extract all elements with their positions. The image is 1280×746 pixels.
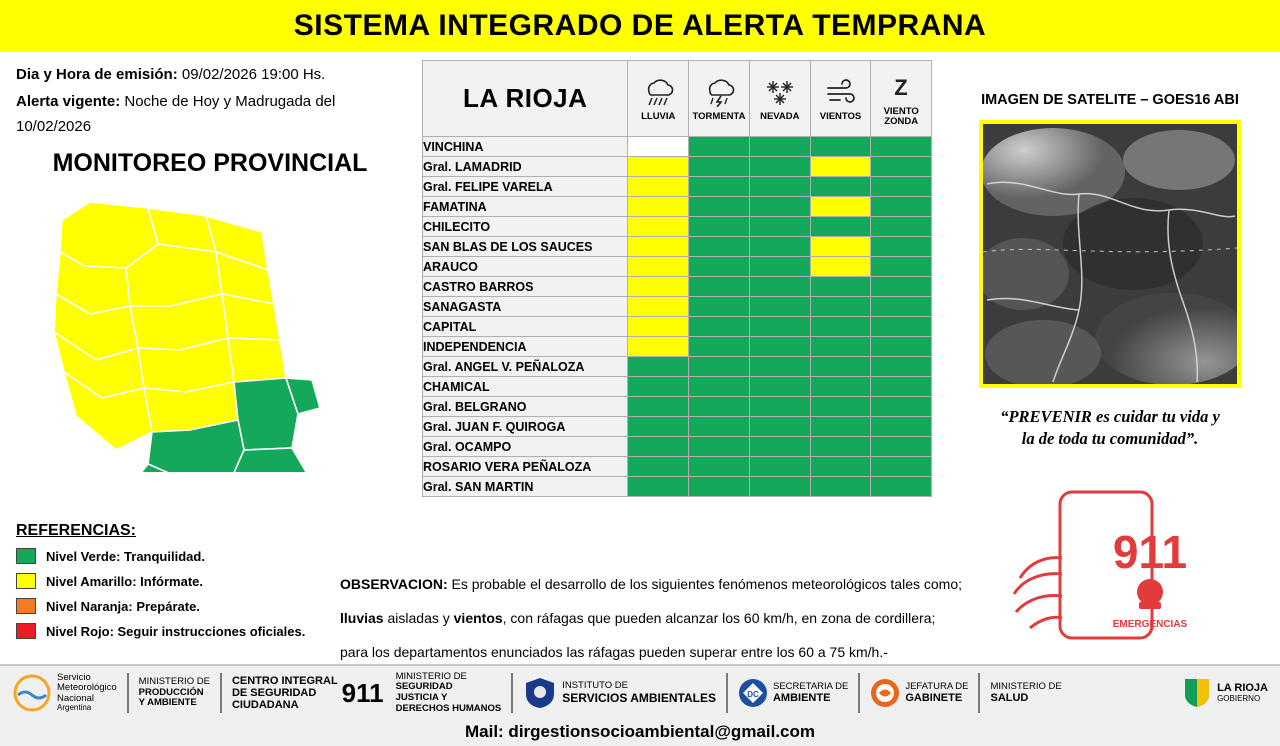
alert-cell (689, 357, 750, 377)
table-row (423, 457, 932, 477)
divider (978, 673, 980, 713)
alert-cell (689, 437, 750, 457)
logo-line: GOBIERNO (1217, 693, 1261, 703)
monitoring-title: MONITOREO PROVINCIAL (52, 149, 368, 177)
orange-level-swatch (16, 598, 36, 614)
alert-cell (749, 197, 810, 217)
alert-cell (689, 137, 750, 157)
department-name: ROSARIO VERA PEÑALOZA (423, 457, 628, 477)
alert-cell (871, 297, 932, 317)
red-level-swatch (16, 623, 36, 639)
alert-cell (689, 177, 750, 197)
la-rioja-text (1217, 682, 1268, 703)
alert-cell (689, 337, 750, 357)
alert-cell (749, 477, 810, 497)
table-row (423, 437, 932, 457)
phenomenon-rain (628, 61, 689, 137)
alert-cell (628, 397, 689, 417)
divider (858, 673, 860, 713)
emission-row (16, 66, 420, 83)
table-row (423, 477, 932, 497)
table-row (423, 337, 932, 357)
table-row (423, 377, 932, 397)
phenomenon-label: VIENTOS (819, 111, 862, 123)
alert-cell (628, 177, 689, 197)
secretaria-ambiente-text (773, 682, 848, 705)
department-name: INDEPENDENCIA (423, 337, 628, 357)
table-row (423, 197, 932, 217)
department-name: SANAGASTA (423, 297, 628, 317)
footer-logos (0, 666, 1280, 718)
alert-cell (689, 157, 750, 177)
alert-cell (749, 337, 810, 357)
reference-item (16, 623, 346, 639)
alert-cell (689, 197, 750, 217)
jefatura-icon (870, 678, 900, 708)
alert-cell (810, 357, 871, 377)
department-name: CAPITAL (423, 317, 628, 337)
logo-line: DE SEGURIDAD (231, 686, 317, 699)
alert-cell (871, 357, 932, 377)
logo-instituto-servicios-ambientales (517, 669, 722, 717)
reference-item (16, 573, 346, 589)
logo-line: Servicio (57, 671, 91, 683)
alert-cell (810, 297, 871, 317)
divider (127, 673, 129, 713)
phenomenon-label: TORMENTA (692, 111, 746, 123)
alert-cell (749, 137, 810, 157)
alert-cell (810, 397, 871, 417)
alert-cell (749, 257, 810, 277)
department-name: FAMATINA (423, 197, 628, 217)
department-name: Gral. FELIPE VARELA (423, 177, 628, 197)
logo-la-rioja-gobierno (1176, 669, 1274, 717)
svg-text:DC: DC (747, 690, 759, 699)
reference-label: Nivel Amarillo: Infórmate. (46, 573, 203, 589)
alert-cell (628, 457, 689, 477)
alert-cell (871, 137, 932, 157)
logo-line: SEGURIDAD (395, 681, 453, 693)
department-name: ARAUCO (423, 257, 628, 277)
alert-cell (749, 277, 810, 297)
department-name: Gral. ANGEL V. PEÑALOZA (423, 357, 628, 377)
table-row (423, 137, 932, 157)
logo-ministerio-seguridad (390, 669, 508, 717)
alert-cell (871, 237, 932, 257)
alert-cell (689, 257, 750, 277)
alert-cell (628, 237, 689, 257)
alert-cell (810, 157, 871, 177)
alert-cell (689, 277, 750, 297)
alert-cell (810, 177, 871, 197)
alert-cell (628, 157, 689, 177)
observation-text-2a: aisladas y (383, 609, 454, 626)
satellite-image (979, 120, 1241, 388)
table-row (423, 277, 932, 297)
alert-cell (628, 317, 689, 337)
logo-line: CENTRO INTEGRAL (231, 674, 338, 687)
alert-cell (749, 397, 810, 417)
smn-logo-icon (12, 673, 52, 713)
divider (511, 673, 513, 713)
satellite-title: IMAGEN DE SATELITE – GOES16 ABI (981, 92, 1239, 108)
yellow-level-swatch (16, 573, 36, 589)
right-column (940, 52, 1280, 664)
table-row (423, 257, 932, 277)
phenomenon-wind (810, 61, 871, 137)
alert-cell (871, 477, 932, 497)
logo-line: GABINETE (905, 692, 963, 705)
alert-cell (810, 257, 871, 277)
reference-label: Nivel Naranja: Prepárate. (46, 598, 200, 614)
alert-cell (749, 297, 810, 317)
alert-cell (749, 437, 810, 457)
department-name: Gral. LAMADRID (423, 157, 628, 177)
alert-value: Noche de Hoy y Madrugada del (124, 93, 336, 110)
alert-label: Alerta vigente: (16, 93, 121, 110)
alert-cell (871, 217, 932, 237)
alert-cell (689, 237, 750, 257)
alert-cell (749, 457, 810, 477)
centro-integral-text (232, 675, 338, 712)
observation-text-2b: , con ráfagas que pueden alcanzar los 60 km/h, en zona de cordillera; (502, 609, 936, 626)
emission-value: 09/02/2026 19:00 Hs. (181, 66, 326, 83)
alert-cell (810, 437, 871, 457)
department-name: VINCHINA (423, 137, 628, 157)
shield-icon (523, 676, 557, 710)
observation-wind-word: vientos (453, 609, 503, 626)
alert-cell (749, 317, 810, 337)
table-row (423, 237, 932, 257)
alert-cell (749, 357, 810, 377)
alert-cell (810, 317, 871, 337)
alert-cell (871, 397, 932, 417)
logo-line: SECRETARIA DE (772, 680, 849, 692)
alert-cell (810, 417, 871, 437)
alert-cell (871, 337, 932, 357)
alert-cell (871, 417, 932, 437)
alert-table (422, 60, 932, 497)
alert-cell (749, 157, 810, 177)
emission-label: Dia y Hora de emisión: (16, 66, 178, 83)
logo-line: CIUDADANA (231, 699, 299, 712)
alert-cell (871, 317, 932, 337)
alert-cell (871, 377, 932, 397)
alert-cell (871, 197, 932, 217)
alert-cell (628, 277, 689, 297)
alert-cell (628, 217, 689, 237)
alert-cell (628, 477, 689, 497)
alert-cell (749, 217, 810, 237)
phenomenon-label: NEVADA (760, 111, 800, 123)
alert-table-body (423, 137, 932, 497)
alert-cell (810, 337, 871, 357)
observation-label: OBSERVACION: (340, 576, 448, 592)
phenomenon-storm (689, 61, 750, 137)
table-header-row (423, 61, 932, 137)
table-row (423, 217, 932, 237)
phenomenon-label: LLUVIA (641, 111, 676, 123)
table-row (423, 357, 932, 377)
department-name: SAN BLAS DE LOS SAUCES (423, 237, 628, 257)
alert-cell (689, 217, 750, 237)
alert-cell (749, 237, 810, 257)
alert-cell (749, 377, 810, 397)
rain-icon (628, 72, 688, 112)
emergency-911-svg (1000, 482, 1260, 652)
logo-line: LA RIOJA (1217, 682, 1268, 695)
wind-icon (811, 72, 871, 112)
alert-cell (689, 477, 750, 497)
logo-ministerio-produccion (133, 669, 216, 717)
logo-line: SALUD (990, 692, 1029, 705)
province-title: LA RIOJA (423, 61, 628, 137)
logo-line: AMBIENTE (772, 692, 831, 705)
references-block (16, 522, 346, 648)
department-name: Gral. OCAMPO (423, 437, 628, 457)
snow-icon (750, 72, 810, 112)
alert-cell (810, 237, 871, 257)
emergency-label-text: EMERGENCIAS (1112, 619, 1188, 630)
department-name: Gral. SAN MARTIN (423, 477, 628, 497)
instituto-text (562, 681, 716, 705)
reference-label: Nivel Rojo: Seguir instrucciones oficiales. (46, 623, 306, 639)
alert-cell (628, 257, 689, 277)
footer (0, 664, 1280, 746)
ministerio-salud-text (990, 682, 1061, 705)
alert-cell (749, 417, 810, 437)
contact-mail: Mail: dirgestionsocioambiental@gmail.com (464, 722, 816, 741)
alert-cell (871, 457, 932, 477)
alert-cell (628, 137, 689, 157)
alert-cell (628, 357, 689, 377)
reference-label: Nivel Verde: Tranquilidad. (46, 548, 205, 564)
alert-cell (628, 197, 689, 217)
logo-ministerio-salud (984, 669, 1067, 717)
logo-line: JUSTICIA Y (395, 692, 448, 703)
alert-cell (689, 457, 750, 477)
zonda-wind-icon (871, 67, 931, 107)
alert-cell (689, 297, 750, 317)
references-title: REFERENCIAS: (16, 522, 137, 539)
ministerio-seguridad-text (396, 672, 502, 715)
logo-line: INSTITUTO DE (562, 679, 628, 691)
logo-line: PRODUCCIÓN (138, 686, 204, 698)
alert-cell (628, 437, 689, 457)
alert-cell (871, 277, 932, 297)
phenomenon-snow (749, 61, 810, 137)
logo-line: JEFATURA DE (905, 680, 969, 692)
logo-centro-integral-seguridad (226, 669, 390, 717)
table-row (423, 317, 932, 337)
green-level-swatch (16, 548, 36, 564)
alert-cell (628, 297, 689, 317)
emergency-number-text: 911 (1112, 526, 1188, 578)
table-row (423, 417, 932, 437)
alert-cell (628, 377, 689, 397)
alert-cell (871, 437, 932, 457)
observation-rain-word: lluvias (340, 609, 384, 626)
logo-line: MINISTERIO DE (395, 670, 467, 682)
logo-line: MINISTERIO DE (990, 680, 1062, 692)
alert-cell (810, 277, 871, 297)
page-header (0, 0, 1280, 52)
observation-line-3: para los departamentos enunciados las ráfagas pueden superar entre los 60 a 75 km/h.- (340, 643, 888, 660)
table-row (423, 177, 932, 197)
alert-cell (810, 137, 871, 157)
main-content (0, 52, 1280, 664)
table-row (423, 397, 932, 417)
satellite-image-svg (983, 124, 1237, 384)
alert-cell (871, 157, 932, 177)
alert-cell (749, 177, 810, 197)
divider (220, 673, 222, 713)
reference-item (16, 598, 346, 614)
department-name: Gral. BELGRANO (423, 397, 628, 417)
alert-cell (810, 457, 871, 477)
logo-servicio-meteorologico (6, 669, 123, 717)
logo-line: DERECHOS HUMANOS (395, 702, 502, 714)
logo-line: SERVICIOS AMBIENTALES (562, 690, 716, 705)
alert-cell (871, 177, 932, 197)
logo-secretaria-ambiente (732, 669, 854, 717)
logo-line: Argentina (57, 703, 92, 713)
alert-cell (628, 417, 689, 437)
alert-cell (689, 397, 750, 417)
alert-row (16, 93, 420, 110)
department-name: CHILECITO (423, 217, 628, 237)
alert-cell (810, 477, 871, 497)
prevention-quote (952, 406, 1268, 451)
emergency-911-graphic (1000, 482, 1260, 652)
defensa-civil-icon (738, 678, 768, 708)
alert-table-wrap (422, 60, 934, 497)
alert-cell (689, 417, 750, 437)
quote-line-2: la de toda tu comunidad”. (1021, 429, 1199, 449)
divider (726, 673, 728, 713)
phenomenon-label: VIENTO ZONDA (883, 106, 919, 127)
phenomenon-zonda (871, 61, 932, 137)
alert-cell (810, 197, 871, 217)
table-row (423, 297, 932, 317)
department-name: Gral. JUAN F. QUIROGA (423, 417, 628, 437)
smn-logo-text (57, 673, 117, 714)
la-rioja-map-svg (30, 182, 390, 472)
logo-line: Meteorológico (57, 682, 117, 694)
alert-date: 10/02/2026 (16, 118, 92, 135)
centro-911-number: 911 (341, 677, 384, 708)
department-name: CHAMICAL (423, 377, 628, 397)
logo-line: MINISTERIO DE (138, 676, 210, 688)
logo-jefatura-gabinete (864, 669, 974, 717)
reference-item (16, 548, 346, 564)
logo-line: Nacional (57, 692, 94, 704)
ministerio-produccion-text (139, 677, 210, 709)
jefatura-text (905, 682, 968, 705)
quote-line-1: “PREVENIR es cuidar tu vida y (1000, 407, 1220, 426)
alert-cell (689, 317, 750, 337)
observation-text-1: Es probable el desarrollo de los siguientes fenómenos meteorológicos tales como; (447, 576, 963, 592)
svg-text:Z: Z (894, 75, 908, 101)
alert-cell (871, 257, 932, 277)
page-title: SISTEMA INTEGRADO DE ALERTA TEMPRANA (293, 8, 987, 42)
alert-cell (689, 377, 750, 397)
table-row (423, 157, 932, 177)
logo-line: Y AMBIENTE (138, 697, 197, 709)
alert-cell (810, 217, 871, 237)
province-map (30, 182, 390, 472)
alert-cell (810, 377, 871, 397)
department-name: CASTRO BARROS (423, 277, 628, 297)
la-rioja-shield-icon (1182, 677, 1212, 709)
alert-cell (628, 337, 689, 357)
storm-icon (689, 72, 749, 112)
